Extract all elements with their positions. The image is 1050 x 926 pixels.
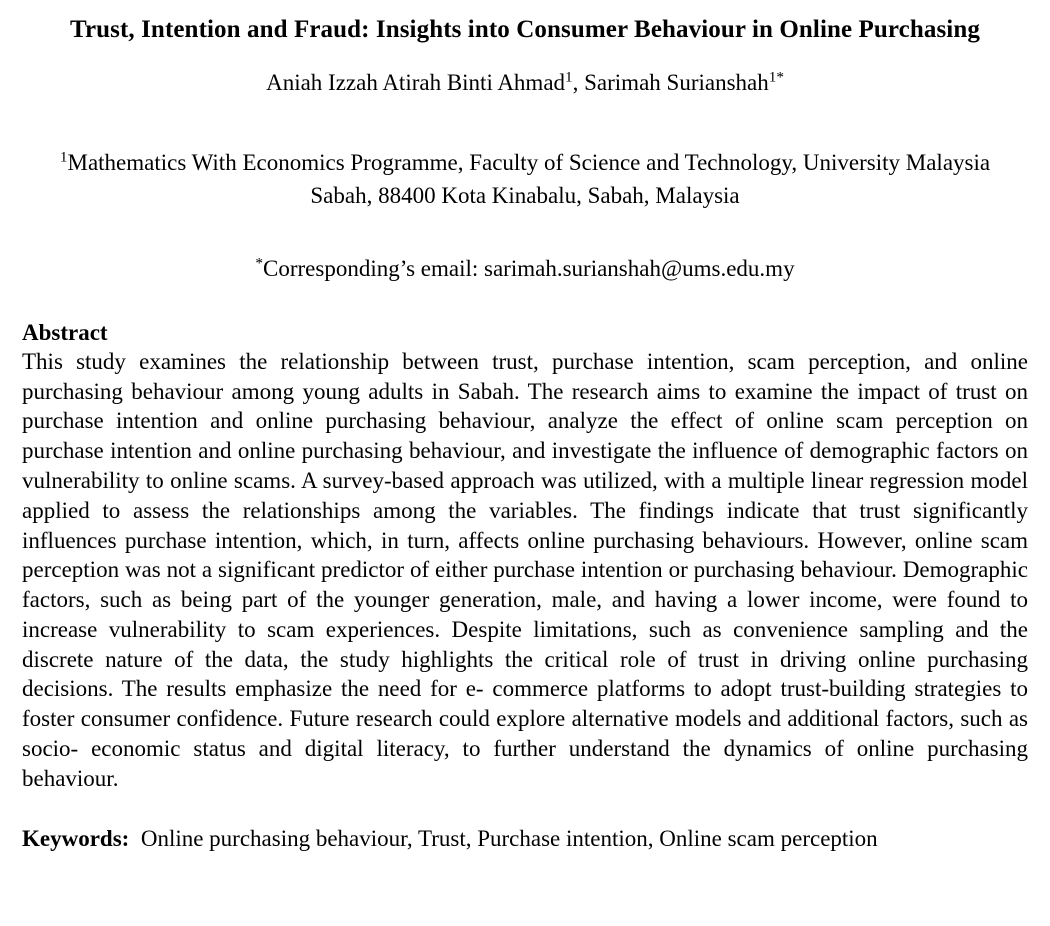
author-first-name: Aniah Izzah Atirah Binti Ahmad [266,70,566,96]
author-first-affiliation-marker: 1 [565,68,573,86]
keywords-label: Keywords: [22,825,130,851]
corresponding-email [22,253,1028,284]
corresponding-marker: * [255,254,263,272]
keywords [22,824,1028,854]
author-list [22,68,1028,98]
affiliation-text: Mathematics With Economics Programme, Faculty of Science and Technology, University Malaysia Sabah, 88400 Kota Kinabalu, Sabah, Malaysia [67,150,991,209]
abstract-heading: Abstract [22,319,108,345]
abstract-body: This study examines the relationship between trust, purchase intention, scam perception, and online purchasing behaviour among young adults in Sabah. The research aims to examine the impact of trust on purchase intention and online purchasing behaviour, analyze the effect of online scam perception on purchase intention and online purchasing behaviour, and investigate the influence of demographic factors on vulnerability to online scams. A survey-based approach was utilized, with a multiple linear regression model applied to assess the relationships among the variables. The findings indicate that trust significantly influences purchase intention, which, in turn, affects online purchasing behaviours. However, online scam perception was not a significant predictor of either purchase intention or purchasing behaviour. Demographic factors, such as being part of the younger generation, male, and having a lower income, were found to increase vulnerability to scam experiences. Despite limitations, such as convenience sampling and the discrete nature of the data, the study highlights the critical role of trust in driving online purchasing decisions. The results emphasize the need for e- commerce platforms to adopt trust-building strategies to foster consumer confidence. Future research could explore alternative models and additional factors, such as socio- economic status and digital literacy, to further understand the dynamics of online purchasing behaviour. [22,348,1028,791]
author-second-affiliation-marker: 1* [768,68,784,86]
corresponding-email-text: Corresponding’s email: sarimah.surianshah@ums.edu.my [263,255,795,281]
author-second-name: , Sarimah Surianshah [572,70,769,96]
keywords-value: Online purchasing behaviour, Trust, Purchase intention, Online scam perception [140,825,878,851]
affiliation-marker: 1 [59,148,68,166]
page-title: Trust, Intention and Fraud: Insights into Consumer Behaviour in Online Purchasing [70,16,980,43]
affiliation [22,146,1028,213]
